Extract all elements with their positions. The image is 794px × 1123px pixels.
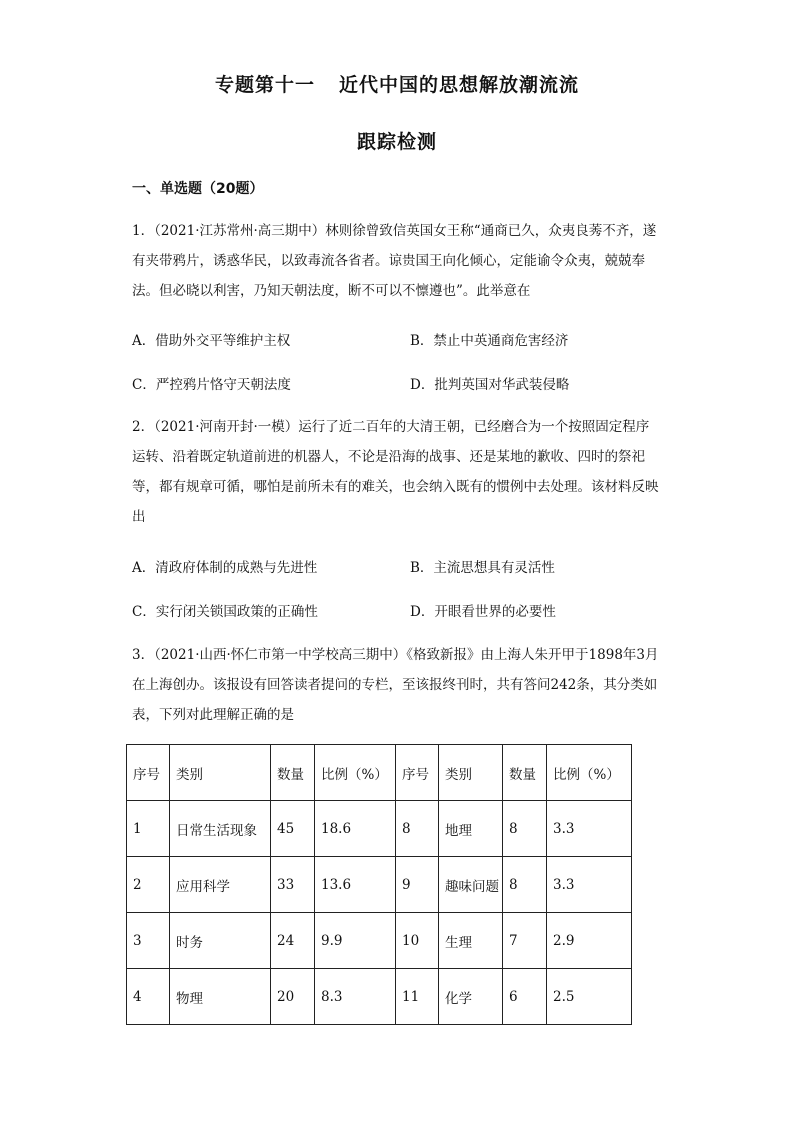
question-2-text	[132, 412, 662, 532]
table-cell: 2.9	[547, 913, 632, 969]
table-cell: 8	[396, 801, 439, 857]
table-row	[127, 801, 632, 857]
table-cell: 2.5	[547, 969, 632, 1025]
table-cell: 45	[271, 801, 315, 857]
question-1-option-d: D．批判英国对华武装侵略	[410, 377, 570, 393]
table-cell: 10	[396, 913, 439, 969]
table-cell: 18.6	[315, 801, 396, 857]
table-cell: 24	[271, 913, 315, 969]
question-1-option-a: A．借助外交平等维护主权	[132, 333, 291, 349]
table-cell: 生理	[439, 913, 503, 969]
table-header: 序号	[127, 745, 170, 801]
table-cell: 2	[127, 857, 170, 913]
table-header: 比例（%）	[547, 745, 632, 801]
table-header: 数量	[503, 745, 547, 801]
table-cell: 11	[396, 969, 439, 1025]
question-2-source: （2021·河南开封·一模）	[154, 419, 299, 435]
table-cell: 20	[271, 969, 315, 1025]
table-row	[127, 913, 632, 969]
document-title	[0, 70, 794, 97]
table-header-row	[127, 745, 632, 801]
question-3-source: （2021·山西·怀仁市第一中学校高三期中）	[154, 647, 407, 663]
document-subtitle: 跟踪检测	[356, 131, 437, 153]
table-cell: 地理	[439, 801, 503, 857]
table-cell: 化学	[439, 969, 503, 1025]
table-cell: 趣味问题	[439, 857, 503, 913]
table-cell: 物理	[170, 969, 271, 1025]
section-heading: 一、单选题（20题）	[132, 181, 264, 197]
table-cell: 时务	[170, 913, 271, 969]
table-header: 类别	[439, 745, 503, 801]
question-3-text	[132, 640, 662, 730]
table-cell: 3.3	[547, 857, 632, 913]
table-row	[127, 857, 632, 913]
title-part1: 专题第十一	[214, 74, 315, 96]
question-1-number: 1．	[132, 223, 155, 239]
table-cell: 1	[127, 801, 170, 857]
table-cell: 8	[503, 857, 547, 913]
table-row	[127, 969, 632, 1025]
question-2-option-a: A．清政府体制的成熟与先进性	[132, 560, 318, 576]
table-header: 类别	[170, 745, 271, 801]
table-header: 序号	[396, 745, 439, 801]
table-header: 比例（%）	[315, 745, 396, 801]
question-2-number: 2．	[132, 419, 155, 435]
table-cell: 9	[396, 857, 439, 913]
question-1-option-b: B．禁止中英通商危害经济	[410, 333, 569, 349]
question-3-number: 3．	[132, 647, 155, 663]
table-cell: 9.9	[315, 913, 396, 969]
table-cell: 8	[503, 801, 547, 857]
question-3-stem: 《格致新报》由上海人朱开甲于1898年3月在上海创办。该报设有回答读者提问的专栏，至该报终刊时，共有答问242条，其分类如表，下列对此理解正确的是	[132, 647, 659, 723]
question-1-source: （2021·江苏常州·高三期中）	[154, 223, 326, 239]
table-cell: 4	[127, 969, 170, 1025]
table-cell: 3.3	[547, 801, 632, 857]
table-cell: 7	[503, 913, 547, 969]
table-header: 数量	[271, 745, 315, 801]
question-2-option-d: D．开眼看世界的必要性	[410, 604, 556, 620]
question-2-option-b: B．主流思想具有灵活性	[410, 560, 555, 576]
classification-table	[126, 744, 632, 1025]
table-cell: 33	[271, 857, 315, 913]
title-part2: 近代中国的思想解放潮流流	[339, 74, 580, 96]
table-cell: 8.3	[315, 969, 396, 1025]
question-2-option-c: C．实行闭关锁国政策的正确性	[132, 604, 318, 620]
table-cell: 应用科学	[170, 857, 271, 913]
table-cell: 13.6	[315, 857, 396, 913]
question-1-stem: 林则徐曾致信英国女王称“通商已久，众夷良莠不齐，遂有夹带鸦片，诱惑华民，以致毒流各省者。谅贵国王向化倾心，定能谕令众夷，兢兢奉法。但必晓以利害，乃知天朝法度，断不可以不懔遵也”。此举意在	[132, 223, 657, 299]
table-cell: 3	[127, 913, 170, 969]
question-1-option-c: C．严控鸦片恪守天朝法度	[132, 377, 291, 393]
table-cell: 日常生活现象	[170, 801, 271, 857]
question-1-text	[132, 216, 662, 306]
table-cell: 6	[503, 969, 547, 1025]
question-2-stem: 运行了近二百年的大清王朝，已经磨合为一个按照固定程序运转、沿着既定轨道前进的机器人，不论是沿海的战事、还是某地的歉收、四时的祭祀等，都有规章可循，哪怕是前所未有的难关，也会纳入既有的惯例中去处理。该材料反映出	[132, 419, 659, 525]
